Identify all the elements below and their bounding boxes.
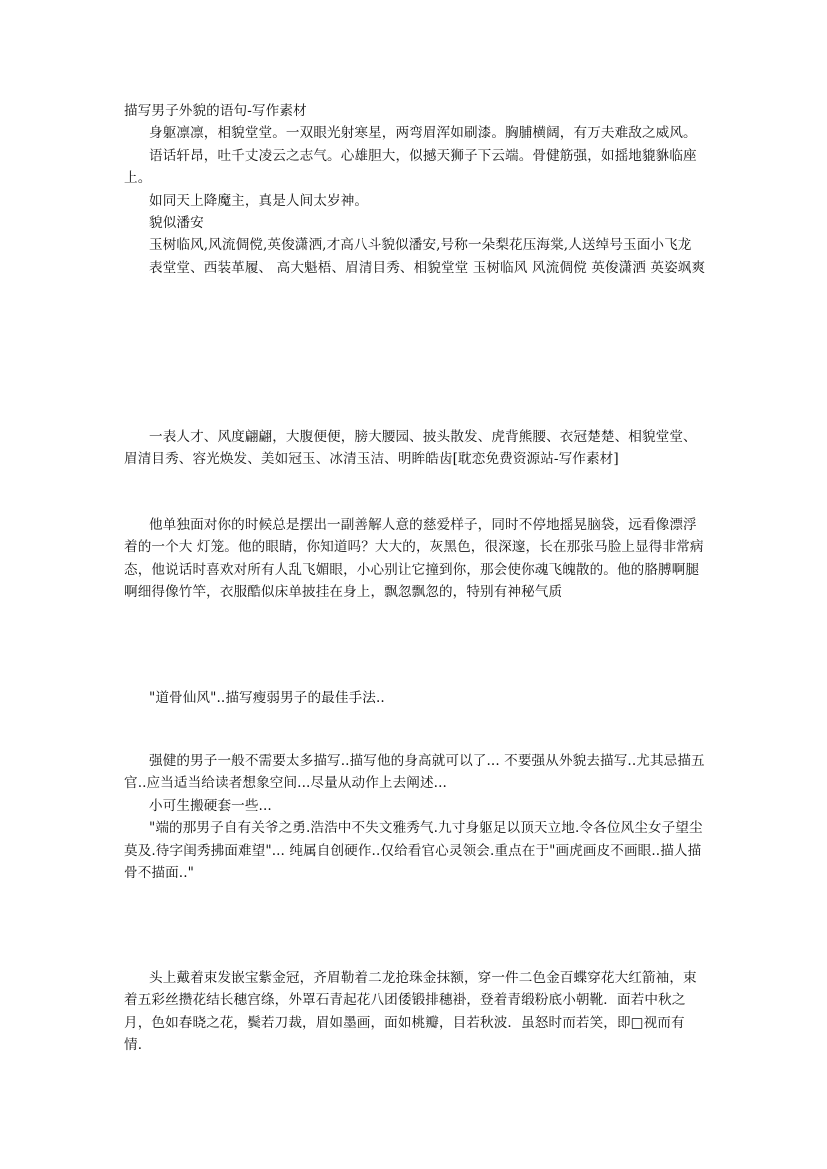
paragraph: 玉树临风,风流倜傥,英俊潇洒,才高八斗貌似潘安,号称一朵梨花压海棠,人送绰号玉面小飞龙 [149,237,692,254]
document-title: 描写男子外貌的语句-写作素材 [124,103,307,119]
paragraph: 貌似潘安 [149,215,204,232]
paragraph: 身躯凛凛，相貌堂堂。一双眼光射寒星，两弯眉浑如刷漆。胸脯横阔，有万夫难敌之威风。 [149,125,697,142]
paragraph: 表堂堂、西装革履、 高大魁梧、眉清目秀、相貌堂堂 玉树临风 风流倜傥 英俊潇洒 英姿飒爽 [149,259,706,276]
paragraph: 头上戴着束发嵌宝紫金冠，齐眉勒着二龙抢珠金抹额，穿一件二色金百蝶穿花大红箭袖，束着五彩丝攒花结长穗宫绦，外罩石青起花八团倭锻排穗褂，登着青缎粉底小朝靴．面若中秋之月，色如春晓之花，鬓若刀裁，眉如墨画，面如桃瓣，目若秋波．虽怒时而若笑，即□视而有情． [124,970,697,1054]
section-6 [124,967,706,1057]
section-4 [124,687,706,709]
section-5 [124,750,706,884]
paragraph: "道骨仙风"..描写瘦弱男子的最佳手法.. [149,690,385,706]
paragraph: 如同天上降魔主，真是人间太岁神。 [149,192,369,209]
paragraph: 语话轩昂，吐千丈凌云之志气。心雄胆大，似撼天狮子下云端。骨健筋强，如摇地貔貅临座上。 [124,147,697,187]
section-1 [124,100,706,279]
paragraph: 他单独面对你的时候总是摆出一副善解人意的慈爱样子，同时不停地摇晃脑袋，远看像漂浮着的一个大 灯笼。他的眼睛，你知道吗？大大的，灰黑色，很深邃，长在那张马脸上显得非常病态，他说话时喜欢对所有人乱飞媚眼，小心别让它撞到你，那会使你魂飞魄散的。他的胳膊啊腿啊细得像竹竿，衣服酷似床单披挂在身上，飘忽飘忽的，特别有神秘气质 [124,517,704,601]
paragraph: "端的那男子自有关爷之勇.浩浩中不失文雅秀气.九寸身躯足以顶天立地.令各位风尘女子望尘莫及.待字闺秀拂面难望"... 纯属自创硬作..仅给看官心灵领会.重点在于"画虎画皮不画眼..描人描骨不描面.." [124,820,703,882]
paragraph: 小可生搬硬套一些... [149,797,272,814]
section-3 [124,514,706,604]
paragraph: 一表人才、风度翩翩，大腹便便，膀大腰园、披头散发、虎背熊腰、衣冠楚楚、相貌堂堂、眉清目秀、容光焕发、美如冠玉、冰清玉洁、明眸皓齿[耽恋免费资源站-写作素材] [124,429,697,468]
paragraph: 强健的男子一般不需要太多描写..描写他的身高就可以了... 不要强从外貌去描写..尤其忌描五官..应当适当给读者想象空间...尽量从动作上去阐述... [124,753,705,792]
section-2 [124,426,706,471]
